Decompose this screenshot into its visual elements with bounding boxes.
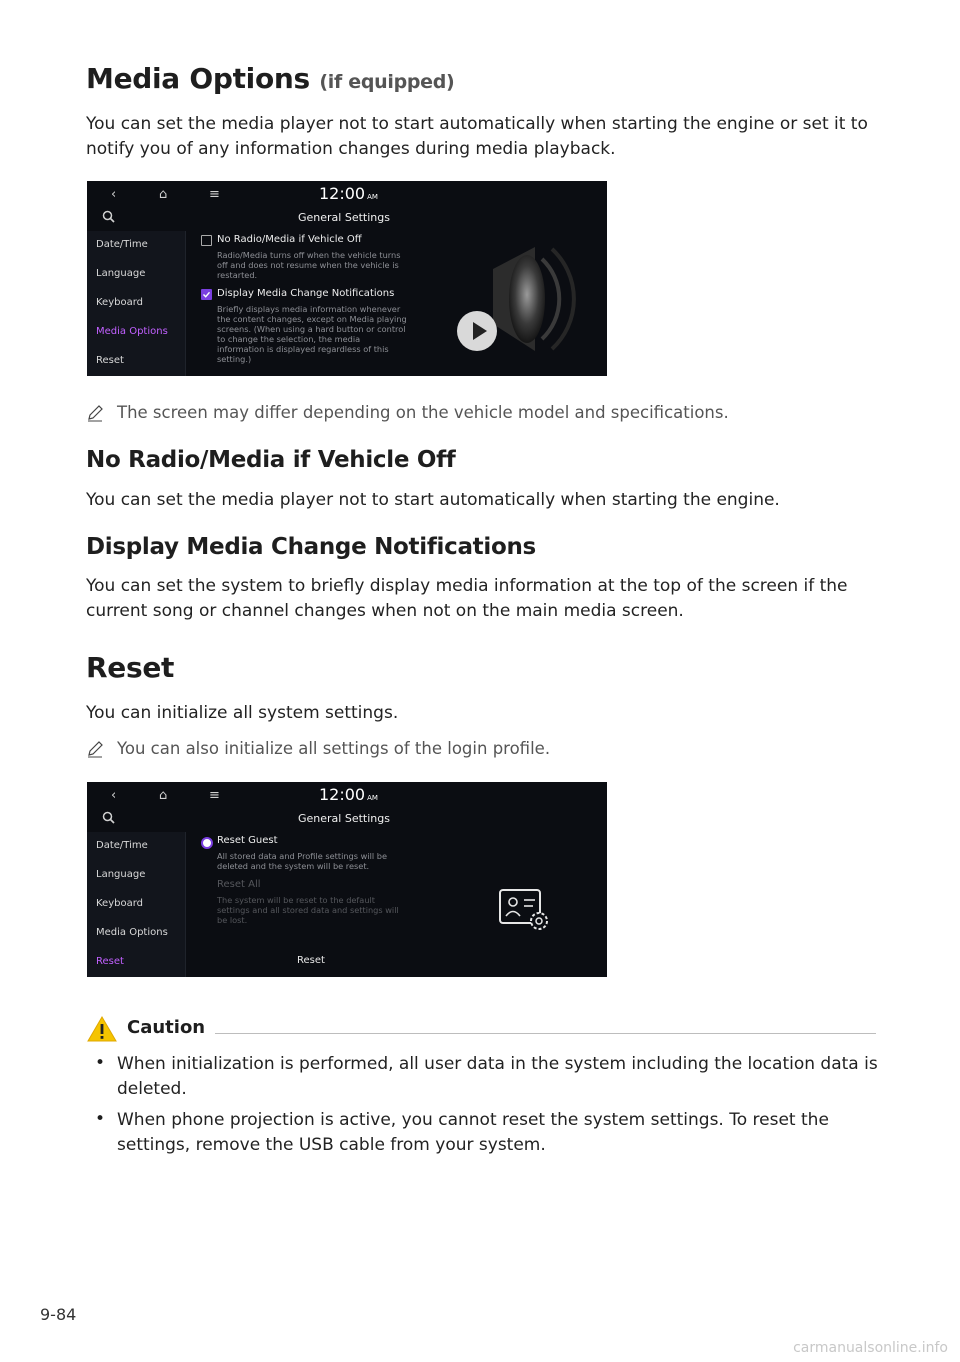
menu-icon[interactable]: ≡ xyxy=(209,187,220,202)
clock-time: 12:00 xyxy=(319,785,366,804)
paragraph-display-notifications xyxy=(86,574,848,624)
pencil-note-icon xyxy=(86,740,104,758)
option-reset-guest-desc xyxy=(217,851,432,871)
desc-line: Radio/Media turns off when the vehicle turns xyxy=(217,250,401,260)
clock xyxy=(319,184,378,203)
profile-reset-icon xyxy=(497,885,553,935)
home-icon[interactable]: ⌂ xyxy=(159,187,168,202)
radio-reset-guest[interactable] xyxy=(201,837,213,849)
screenshot-media-options xyxy=(87,181,607,376)
caution-item-1 xyxy=(117,1052,878,1102)
caution-line: settings, remove the USB cable from your system. xyxy=(117,1135,546,1155)
screen-title: General Settings xyxy=(298,211,390,224)
menu-icon[interactable]: ≡ xyxy=(209,788,220,803)
search-icon[interactable] xyxy=(101,810,117,826)
caution-label: Caution xyxy=(127,1017,206,1038)
sidebar-item-reset[interactable]: Reset xyxy=(96,956,124,967)
clock xyxy=(319,785,378,804)
clock-ampm: AM xyxy=(367,193,378,201)
note-login-profile: You can also initialize all settings of the login profile. xyxy=(117,739,551,758)
sidebar-item-media-options[interactable]: Media Options xyxy=(96,326,168,337)
option-no-radio-desc xyxy=(217,250,432,280)
intro-line-2: notify you of any information changes during media playback. xyxy=(86,139,616,159)
sidebar-item-keyboard[interactable]: Keyboard xyxy=(96,297,144,308)
sidebar-item-language[interactable]: Language xyxy=(96,869,146,880)
pencil-note-icon xyxy=(86,404,104,422)
paragraph-no-radio: You can set the media player not to start automatically when starting the engine. xyxy=(86,490,780,510)
paragraph-line: You can set the system to briefly display media information at the top of the screen if the xyxy=(86,576,848,596)
subheading-no-radio: No Radio/Media if Vehicle Off xyxy=(86,447,456,473)
desc-line: The system will be reset to the default xyxy=(217,895,376,905)
home-icon[interactable]: ⌂ xyxy=(159,788,168,803)
section-title-media-options xyxy=(86,62,454,95)
desc-line: information is displayed regardless of this xyxy=(217,344,389,354)
sidebar-item-date-time[interactable]: Date/Time xyxy=(96,840,148,851)
title-text: Media Options xyxy=(86,62,310,95)
screen-title: General Settings xyxy=(298,812,390,825)
caution-divider xyxy=(215,1033,876,1034)
top-bar xyxy=(87,181,607,209)
search-icon[interactable] xyxy=(101,209,117,225)
caution-line: When initialization is performed, all user data in the system including the location data is xyxy=(117,1054,878,1074)
option-no-radio-title[interactable]: No Radio/Media if Vehicle Off xyxy=(217,234,362,245)
subheading-display-notifications: Display Media Change Notifications xyxy=(86,534,536,560)
caution-item-2 xyxy=(117,1108,829,1158)
intro-paragraph xyxy=(86,112,868,162)
bullet-icon: • xyxy=(95,1053,106,1073)
desc-line: to change the selection, the media xyxy=(217,334,361,344)
sidebar-item-language[interactable]: Language xyxy=(96,268,146,279)
page-number: 9-84 xyxy=(40,1305,77,1324)
option-reset-guest-title[interactable]: Reset Guest xyxy=(217,835,278,846)
reset-button[interactable]: Reset xyxy=(297,955,325,966)
option-display-notifications-title[interactable]: Display Media Change Notifications xyxy=(217,288,395,299)
sidebar-item-keyboard[interactable]: Keyboard xyxy=(96,898,144,909)
checkbox-no-radio[interactable] xyxy=(201,235,212,246)
section-title-reset: Reset xyxy=(86,651,175,684)
paragraph-reset: You can initialize all system settings. xyxy=(86,703,399,723)
desc-line: restarted. xyxy=(217,270,258,280)
checkbox-display-notifications[interactable] xyxy=(201,289,212,300)
watermark: carmanualsonline.info xyxy=(793,1340,948,1356)
desc-line: settings and all stored data and settings will xyxy=(217,905,399,915)
desc-line: setting.) xyxy=(217,354,252,364)
desc-line: be lost. xyxy=(217,915,248,925)
desc-line: All stored data and Profile settings will be xyxy=(217,851,387,861)
back-icon[interactable]: ‹ xyxy=(111,187,117,202)
paragraph-line: current song or channel changes when not on the main media screen. xyxy=(86,601,684,621)
top-bar xyxy=(87,782,607,810)
option-reset-all-title[interactable]: Reset All xyxy=(217,879,261,890)
back-icon[interactable]: ‹ xyxy=(111,788,117,803)
desc-line: screens. (When using a hard button or control xyxy=(217,324,406,334)
clock-ampm: AM xyxy=(367,794,378,802)
settings-sidebar xyxy=(87,832,185,977)
settings-sidebar xyxy=(87,231,185,376)
bullet-icon: • xyxy=(95,1109,106,1129)
option-reset-all-desc xyxy=(217,895,432,925)
sidebar-item-date-time[interactable]: Date/Time xyxy=(96,239,148,250)
sidebar-item-reset[interactable]: Reset xyxy=(96,355,124,366)
screenshot-reset xyxy=(87,782,607,977)
sidebar-item-media-options[interactable]: Media Options xyxy=(96,927,168,938)
equipped-note: (if equipped) xyxy=(319,71,455,93)
checkmark-icon xyxy=(202,290,211,299)
option-display-notifications-desc xyxy=(217,304,432,364)
clock-time: 12:00 xyxy=(319,184,366,203)
divider xyxy=(185,231,186,376)
desc-line: deleted and the system will be reset. xyxy=(217,861,370,871)
desc-line: Briefly displays media information whenever xyxy=(217,304,401,314)
intro-line-1: You can set the media player not to start automatically when starting the engine or set it to xyxy=(86,114,868,134)
speaker-illustration-icon xyxy=(447,239,577,364)
caution-line: deleted. xyxy=(117,1079,187,1099)
desc-line: the content changes, except on Media playing xyxy=(217,314,407,324)
caution-line: When phone projection is active, you cannot reset the system settings. To reset the xyxy=(117,1110,829,1130)
caution-warning-icon xyxy=(86,1015,118,1043)
divider xyxy=(185,832,186,977)
desc-line: off and does not resume when the vehicle is xyxy=(217,260,399,270)
note-screen-differs: The screen may differ depending on the vehicle model and specifications. xyxy=(117,403,729,422)
